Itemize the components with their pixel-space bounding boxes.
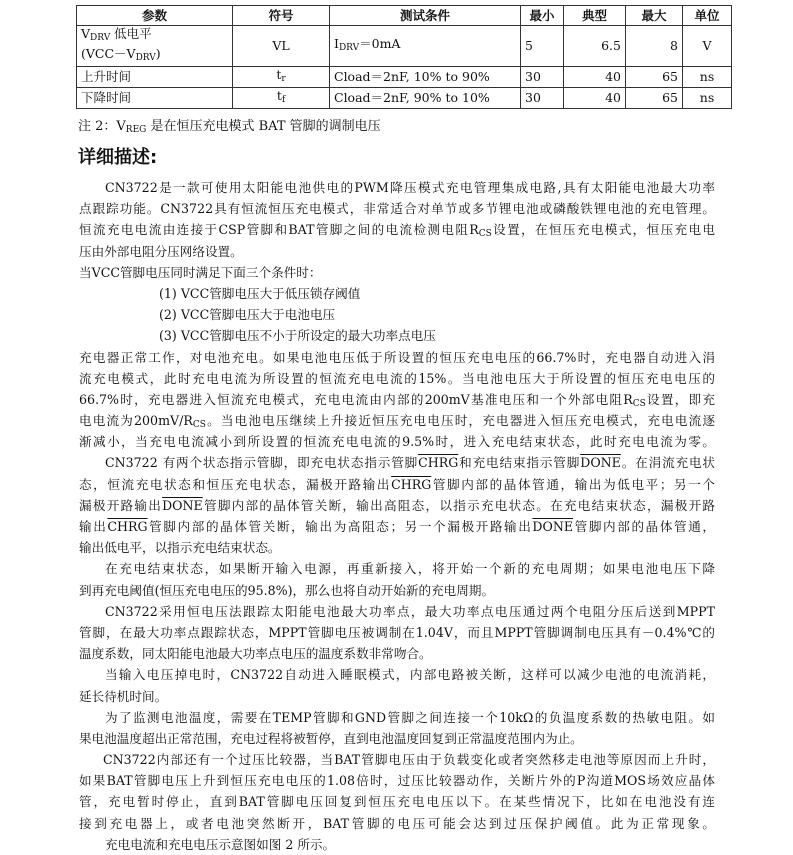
paragraph-line: 充电器正常工作，对电池充电。如果电池电压低于所设置的恒压充电电压的66.7%时，充电器自动进入涓: [79, 349, 715, 365]
table-cell-typ: 6.5: [564, 26, 626, 67]
paragraph-line: 充电电流和充电电压示意图如图 2 所示。: [105, 836, 336, 852]
table-footnote: 注 2：$V_{REG}$ 是在恒压充电模式 BAT 管脚的调制电压: [78, 119, 381, 135]
pin-done: DONE: [580, 455, 621, 471]
table-cell-symbol: $t_f$: [233, 88, 330, 109]
table-cell-unit: ns: [683, 67, 732, 88]
table-cell-typ: 40: [564, 88, 626, 109]
paragraph-line: 输出CHRG管脚内部的晶体管关断，输出为高阻态；另一个漏极开路输出DONE管脚内部的晶体管通，: [79, 519, 715, 534]
condition-item: (2) VCC管脚电压大于电池电压: [159, 307, 336, 323]
table-cell-param: $V_{DRV}$ 低电平 $(VCC-V_{DRV})$: [77, 26, 233, 67]
table-cell-max: 65: [626, 67, 683, 88]
paragraph-line: CN3722是一款可使用太阳能电池供电的PWM降压模式充电管理集成电路,具有太阳能电池最大功率: [105, 180, 715, 195]
paragraph-line: 接到充电器上，或者电池突然断开，BAT管脚的电压可能会达到过压保护阈值。此为正常现象。: [79, 815, 715, 831]
header-typ: 典型: [564, 6, 626, 26]
table-cell-param: 下降时间: [77, 88, 233, 109]
condition-intro: 当VCC管脚电压同时满足下面三个条件时：: [79, 264, 322, 280]
paragraph-line: CN3722内部还有一个过压比较器，当BAT管脚电压由于负载变化或者突然移走电池等原因而上升时，: [103, 752, 715, 768]
table-row: [77, 67, 732, 88]
pin-chrg: CHRG: [107, 519, 148, 534]
table-top-rule: [712, 5, 716, 6]
table-cell-param: 上升时间: [77, 67, 233, 88]
paragraph-line: 态，恒流充电状态和恒压充电状态，漏极开路输出CHRG管脚内部的晶体管通，输出为低电平；另一个: [79, 476, 715, 492]
pin-done: DONE: [532, 519, 574, 534]
spec-table: [76, 5, 732, 109]
paragraph-line: 恒流充电电流由连接于CSP管脚和BAT管脚之间的电流检测电阻$R_{CS}$设置，在恒压充电模式，恒压充电电: [79, 222, 715, 240]
paragraph-line: 延长待机时间。: [79, 688, 168, 704]
description-body: [79, 177, 715, 855]
paragraph-line: 如果BAT管脚电压上升到恒压充电电压的1.08倍时，过压比较器动作，关断片外的P沟道MOS场效应晶体: [79, 773, 715, 789]
table-row: [77, 26, 732, 67]
condition-item: (1) VCC管脚电压大于低压锁存阈值: [159, 285, 361, 301]
table-row: [77, 88, 732, 109]
paragraph-line: 在充电结束状态，如果断开输入电源，再重新接入，将开始一个新的充电周期；如果电池电压下降: [105, 561, 715, 577]
header-param: 参数: [77, 6, 233, 26]
table-header-row: [77, 6, 732, 26]
paragraph-line: 当输入电压掉电时，CN3722自动进入睡眠模式，内部电路被关断，这样可以减少电池的电流消耗，: [105, 667, 715, 683]
table-cell-symbol: VL: [233, 26, 330, 67]
pin-chrg: CHRG: [418, 455, 459, 471]
pin-chrg: CHRG: [391, 476, 432, 492]
table-cell-max: 65: [626, 88, 683, 109]
paragraph-line: 66.7%时，充电器进入恒流充电模式，充电电流由内部的200mV基准电压和一个外部电阻$R_{CS}$设置，即充: [79, 391, 715, 409]
header-max: 最大: [626, 6, 683, 26]
paragraph-line: 温度系数，同太阳能电池最大功率点电压的温度系数非常吻合。: [79, 646, 432, 662]
paragraph-line: 压由外部电阻分压网络设置。: [79, 243, 243, 259]
table-cell-min: 5: [521, 26, 564, 67]
paragraph-line: 到再充电阈值(恒压充电电压的95.8%)，那么也将自动开始新的充电周期。: [79, 582, 495, 598]
paragraph-line: 管，充电暂时停止，直到BAT管脚电压回复到恒压充电电压以下。在某些情况下，比如在电池没有连: [79, 794, 715, 810]
section-heading: 详细描述:: [78, 147, 158, 168]
table-cell-min: 30: [521, 67, 564, 88]
paragraph-line: 流充电模式，此时充电电流为所设置的恒流充电电流的15%。当电池电压大于所设置的恒压充电电压的: [79, 370, 715, 386]
pin-done: DONE: [162, 497, 203, 513]
table-cell-min: 30: [521, 88, 564, 109]
paragraph-line: 电电流为$200mV/R_{CS}$。当电池电压继续上升接近恒压充电电压时，充电器进入恒压充电模式，充电电流逐: [79, 413, 715, 431]
table-cell-symbol: $t_r$: [233, 67, 330, 88]
table-cell-condition: $I_{DRV}=0mA$: [330, 26, 521, 67]
paragraph-line: 果电池温度超出正常范围，充电过程将被暂停，直到电池温度回复到正常温度范围内为止。: [79, 730, 583, 746]
paragraph-line: 点跟踪功能。CN3722具有恒流恒压充电模式，非常适合对单节或多节锂电池或磷酸铁锂电池的充电管理。: [79, 201, 715, 217]
paragraph-line: 漏极开路输出DONE管脚内部的晶体管关断，输出高阻态，以指示充电状态。在充电结束状态，漏极开路: [79, 497, 715, 513]
paragraph-line: CN3722采用恒电压法跟踪太阳能电池最大功率点，最大功率点电压通过两个电阻分压后送到MPPT: [105, 603, 715, 619]
paragraph-line: CN3722 有两个状态指示管脚，即充电状态指示管脚CHRG和充电结束指示管脚DONE。在涓流充电状: [105, 455, 715, 471]
table-cell-unit: V: [683, 26, 732, 67]
paragraph-line: 输出低电平，以指示充电结束状态。: [79, 540, 281, 556]
condition-item: (3) VCC管脚电压不小于所设定的最大功率点电压: [159, 328, 436, 344]
paragraph-line: 为了监测电池温度，需要在TEMP管脚和GND管脚之间连接一个10kΩ的负温度系数的热敏电阻。如: [105, 709, 715, 725]
table-cell-max: 8: [626, 26, 683, 67]
table-cell-unit: ns: [683, 88, 732, 109]
header-condition: 测试条件: [330, 6, 521, 26]
header-unit: 单位: [683, 6, 732, 26]
header-min: 最小: [521, 6, 564, 26]
table-cell-condition: Cload＝2nF, 90% to 10%: [330, 88, 521, 109]
table-cell-typ: 40: [564, 67, 626, 88]
header-symbol: 符号: [233, 6, 330, 26]
table-cell-condition: Cload＝2nF, 10% to 90%: [330, 67, 521, 88]
paragraph-line: 管脚，在最大功率点跟踪状态，MPPT管脚电压被调制在1.04V，而且MPPT管脚调制电压具有－0.4%℃的: [79, 624, 715, 640]
paragraph-line: 渐减小，当充电电流减小到所设置的恒流充电电流的9.5%时，进入充电结束状态，此时充电电流为零。: [79, 434, 715, 450]
